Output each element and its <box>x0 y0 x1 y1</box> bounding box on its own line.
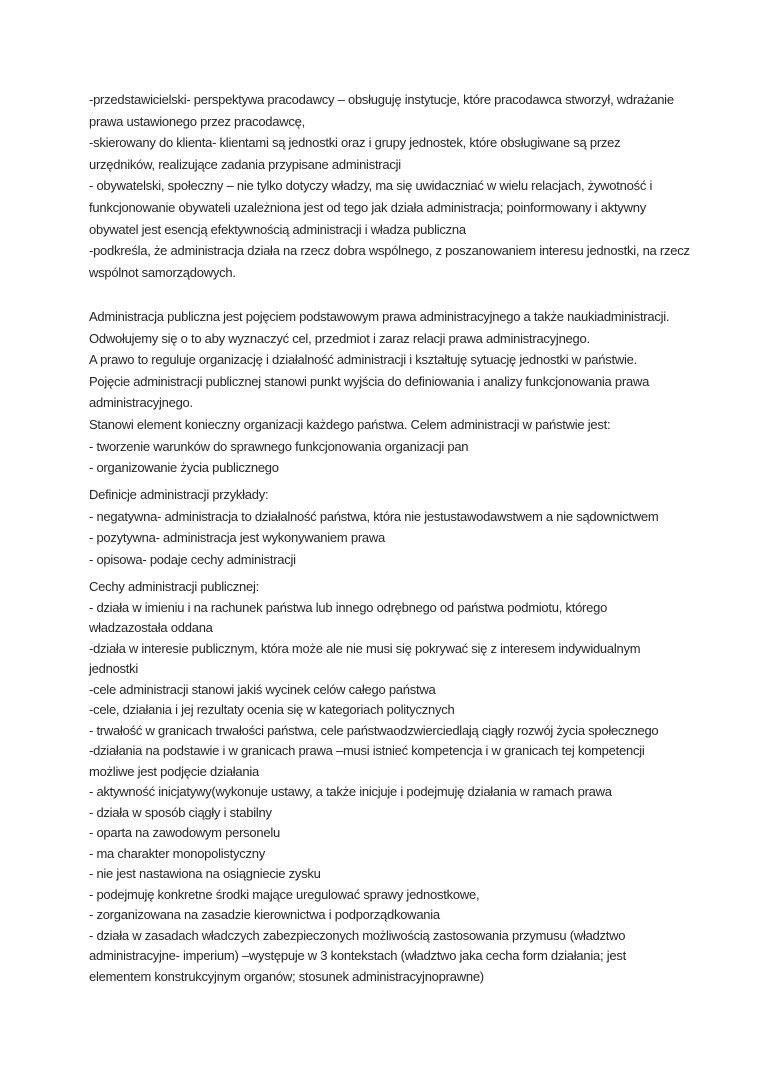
text-line: prawa ustawionego przez pracodawcę, <box>89 113 305 129</box>
text-line: - zorganizowana na zasadzie kierownictwa i podporządkowania <box>89 907 440 922</box>
text-line: - organizowanie życia publicznego <box>89 460 279 476</box>
text-line: - tworzenie warunków do sprawnego funkcjonowania organizacji pan <box>89 438 469 454</box>
text-line: Administracja publiczna jest pojęciem podstawowym prawa administracyjnego a także naukiadministracji. <box>89 309 670 324</box>
text-line: - trwałość w granicach trwałości państwa, cele państwaodzwierciedlają ciągły rozwój życia społecznego <box>89 722 659 738</box>
text-line: funkcjonowanie obywateli uzależniona jest od tego jak działa administracja; poinformowany i aktywny <box>89 199 646 215</box>
text-line: -przedstawicielski- perspektywa pracodawcy – obsługuję instytucje, które pracodawca stworzył, wdrażanie <box>89 92 674 107</box>
text-line: władzazostała oddana <box>89 620 213 635</box>
text-line: Odwołujemy się o to aby wyznaczyć cel, przedmiot i zaraz relacji prawa administracyjnego. <box>89 330 590 346</box>
text-line: -cele administracji stanowi jakiś wycinek celów całego państwa <box>89 681 436 697</box>
text-line: -działania na podstawie i w granicach prawa –musi istnieć kompetencja i w granicach tej kompetencji <box>89 743 645 758</box>
text-line: - nie jest nastawiona na osiągniecie zysku <box>89 866 321 881</box>
text-line: Definicje administracji przykłady: <box>89 487 269 502</box>
text-line: - pozytywna- administracja jest wykonywaniem prawa <box>89 530 386 546</box>
text-line: - działa w zasadach władczych zabezpieczonych możliwością zastosowania przymusu (władztwo <box>89 927 626 943</box>
text-block-administracja-definition-paragraph <box>89 306 729 479</box>
text-line: - negatywna- administracja to działalność państwa, która nie jestustawodawstwem a nie sądownictwem <box>89 508 659 524</box>
text-line: - podejmuję konkretne środki mające uregulować sprawy jednostkowe, <box>89 886 480 902</box>
text-line: możliwe jest podjęcie działania <box>89 763 260 779</box>
text-line: obywatel jest esencją efektywnością administracji i władza publiczna <box>89 221 466 237</box>
text-line: Pojęcie administracji publicznej stanowi punkt wyjścia do definiowania i analizy funkcjonowania prawa <box>89 373 650 389</box>
text-line: - ma charakter monopolistyczny <box>89 845 266 861</box>
text-block-intro-perspectives <box>89 89 729 283</box>
text-line: - aktywność inicjatywy(wykonuje ustawy, a także inicjuje i podejmuję działania w ramach prawa <box>89 784 612 799</box>
text-line: Cechy administracji publicznej: <box>89 579 259 594</box>
text-line: jednostki <box>89 661 139 676</box>
text-line: A prawo to reguluje organizację i działalność administracji i kształtuję sytuację jednostki w państwie. <box>89 352 637 368</box>
text-line: Stanowi element konieczny organizacji każdego państwa. Celem administracji w państwie jest: <box>89 416 611 432</box>
text-block-definicje-section <box>89 484 729 570</box>
text-line: - działa w sposób ciągły i stabilny <box>89 804 272 820</box>
text-line: -skierowany do klienta- klientami są jednostki oraz i grupy jednostek, które obsługiwane są przez <box>89 135 621 151</box>
text-line: - obywatelski, społeczny – nie tylko dotyczy władzy, ma się uwidaczniać w wielu relacjach, żywotność i <box>89 178 653 194</box>
text-line: - oparta na zawodowym personelu <box>89 825 280 840</box>
text-line: wspólnot samorządowych. <box>89 264 236 280</box>
text-line: -cele, działania i jej rezultaty ocenia się w kategoriach politycznych <box>89 702 455 717</box>
text-line: -działa w interesie publicznym, która może ale nie musi się pokrywać się z interesem indywidualnym <box>89 640 641 656</box>
text-line: administracyjne- imperium) –występuje w 3 kontekstach (władztwo jaka cecha form działania; jest <box>89 948 626 963</box>
text-block-cechy-section <box>89 577 729 987</box>
text-line: -podkreśla, że administracja działa na rzecz dobra wspólnego, z poszanowaniem interesu jednostki, na rzecz <box>89 243 690 259</box>
text-line: elementem konstrukcyjnym organów; stosunek administracyjnoprawne) <box>89 968 484 984</box>
text-line: administracyjnego. <box>89 395 193 411</box>
text-line: - opisowa- podaje cechy administracji <box>89 551 296 567</box>
text-line: - działa w imieniu i na rachunek państwa lub innego odrębnego od państwa podmiotu, którego <box>89 599 608 615</box>
text-line: urzędników, realizujące zadania przypisane administracji <box>89 156 401 172</box>
